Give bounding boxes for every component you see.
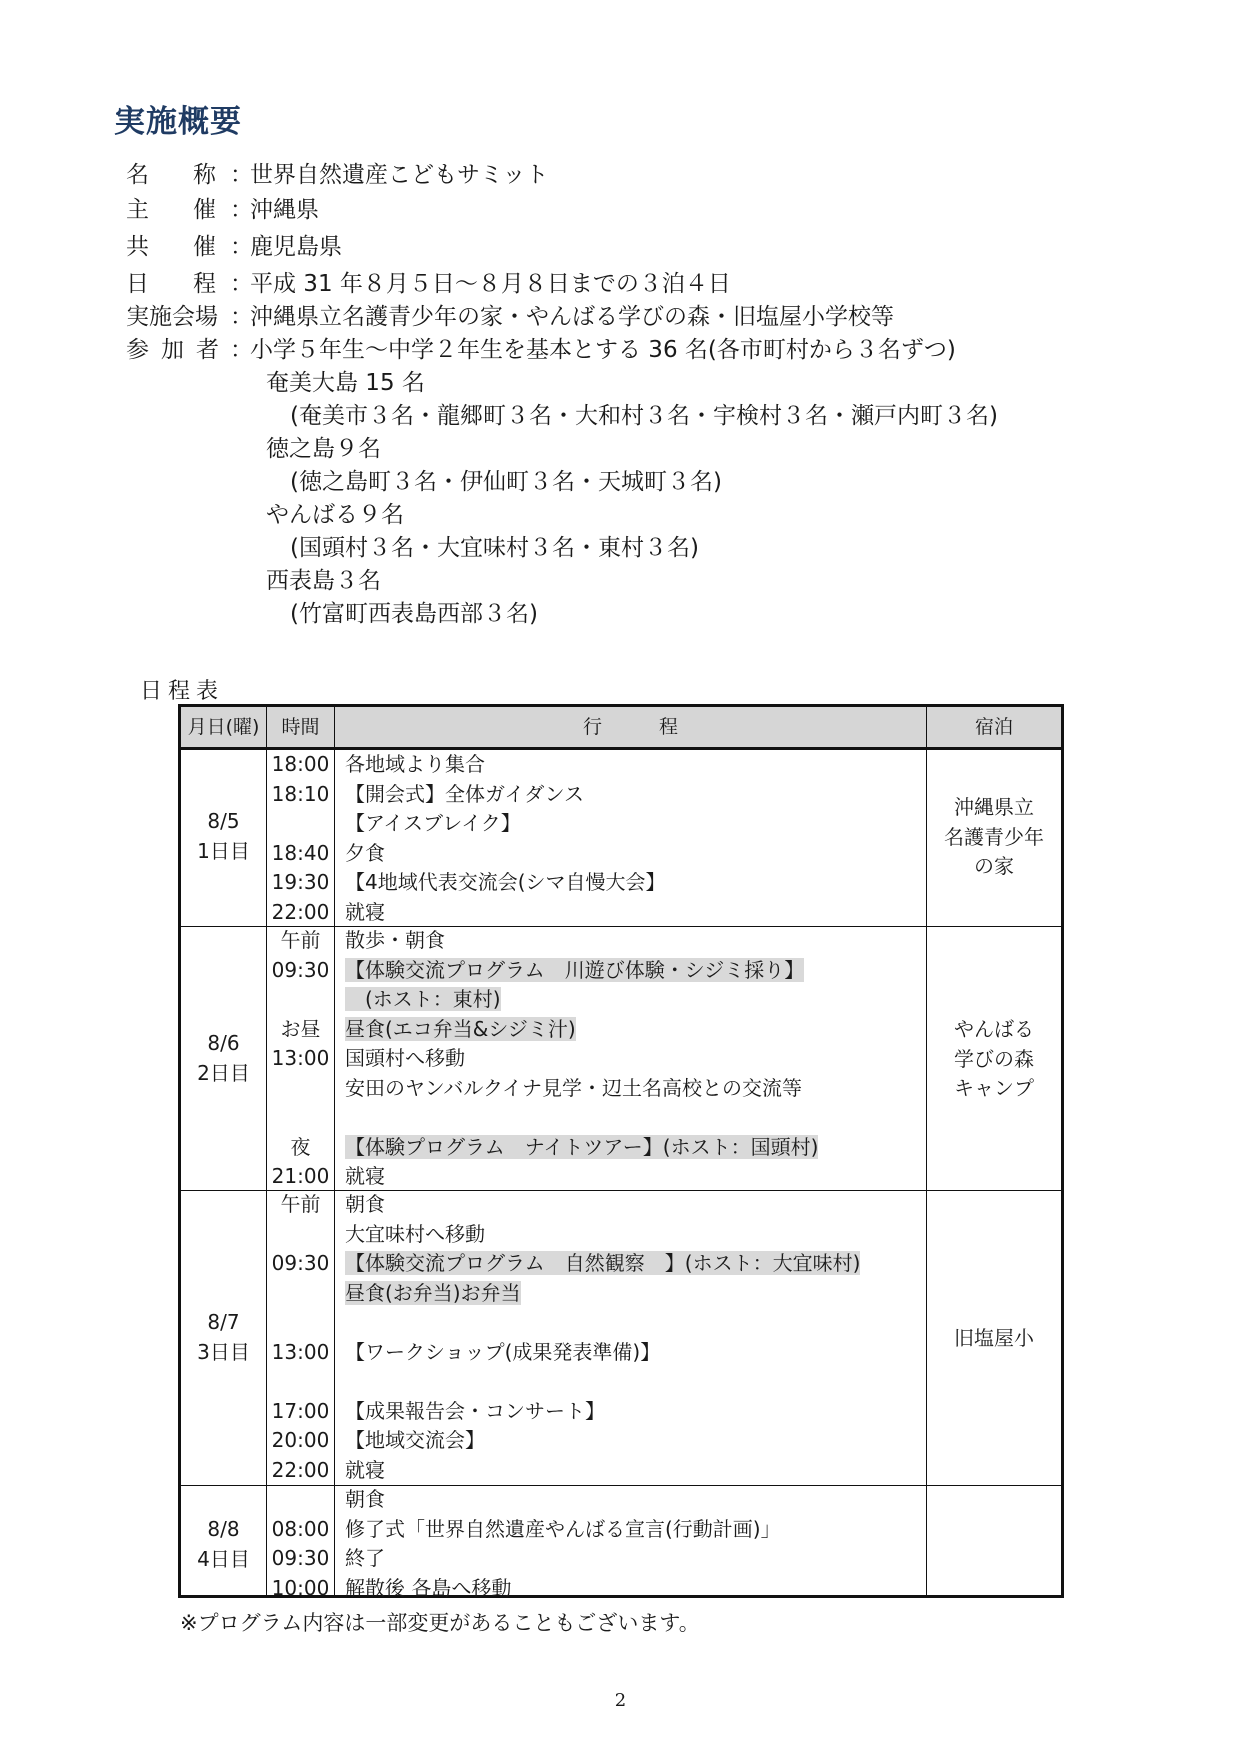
day-label: 4日目 [197,1546,250,1571]
page-heading: 実施概要 [114,104,242,140]
colon: ： [230,234,253,260]
group-name: 徳之島９名 [266,436,381,462]
item: 就寝 [345,1457,385,1482]
lodging-line: やんばる [954,1017,1034,1041]
overview-value: 小学５年生～中学２年生を基本とする 36 名(各市町村から３名ずつ) [250,337,956,363]
day-times [267,1190,334,1485]
header-itinerary: 行 程 [582,716,678,738]
time: 21:00 [271,1164,330,1188]
schedule-table [178,704,1064,1598]
colon: ： [230,271,253,297]
item: 各地域より集合 [345,752,485,776]
label-char: 主 [126,197,149,223]
highlighted-item: 【体験交流プログラム 自然観察 】(ホスト：大宜味村) [345,1251,861,1275]
item: 朝食 [345,1192,385,1216]
lodging-line: 旧塩屋小 [954,1326,1034,1350]
label-char: 程 [193,271,216,297]
time: 18:40 [271,840,330,865]
item: 解散後 各島へ移動 [345,1575,512,1600]
label-char: 日 [126,271,149,297]
item [345,1367,860,1397]
item [345,1133,818,1163]
time [267,1074,334,1104]
item [345,1103,818,1133]
day-label: 2日目 [197,1060,250,1085]
label-char: 者 [196,337,219,363]
time: 22:00 [271,899,330,924]
lodging-line: キャンプ [954,1076,1034,1100]
time: 09:30 [271,1251,330,1275]
item: 終了 [345,1546,385,1570]
group-name: 西表島３名 [266,568,381,594]
colon: ： [230,197,253,223]
label-char: 加 [161,337,184,363]
item: 就寝 [345,1164,385,1188]
table-header [181,707,1061,747]
time: 18:10 [271,781,330,806]
time: 午前 [280,1192,321,1216]
date: 8/7 [207,1310,240,1334]
date: 8/6 [207,1031,240,1055]
group-detail: (奄美市３名・龍郷町３名・大和村３名・宇検村３名・瀬戸内町３名) [290,403,998,429]
time: 13:00 [271,1046,330,1070]
label: 実施会場 [126,304,218,330]
overview-value: 鹿児島県 [250,234,342,260]
item: 朝食 [345,1487,385,1511]
label-char: 催 [193,197,216,223]
label-char: 参 [126,337,149,363]
label-char: 名 [126,162,149,188]
highlighted-item: 昼食(エコ弁当&シジミ汁) [345,1016,576,1041]
item [345,1279,860,1309]
item [345,985,818,1015]
time: 08:00 [271,1516,330,1541]
item: 国頭村へ移動 [345,1046,465,1070]
time [267,1308,334,1338]
day-label: 1日目 [197,838,250,863]
time: お昼 [280,1016,321,1041]
item: 【4地域代表交流会(シマ自慢大会】 [345,870,666,894]
time: 午前 [280,928,321,952]
lodging [927,793,1061,882]
item: 【アイスブレイク】 [345,811,521,835]
time: 13:00 [271,1339,330,1364]
time: 20:00 [271,1428,330,1452]
lodging [927,1015,1061,1104]
highlighted-item: 昼食(お弁当)お弁当 [345,1280,521,1305]
highlighted-item: (ホスト：東村) [345,987,501,1011]
time [267,1103,334,1133]
day-times [267,1485,334,1603]
item: 修了式「世界自然遺産やんばる宣言(行動計画)」 [345,1516,781,1541]
time [267,1367,334,1397]
day-date [181,1515,266,1574]
day-times [267,926,334,1192]
group-detail: (徳之島町３名・伊仙町３名・天城町３名) [290,469,722,495]
date: 8/8 [207,1517,240,1541]
date: 8/5 [207,809,240,833]
highlighted-item: 【体験交流プログラム 川遊び体験・シジミ採り】 [345,957,805,982]
schedule-title: 日程表 [140,679,225,704]
item [345,956,818,986]
group-name: やんばる９名 [266,502,404,528]
lodging-line: 沖縄県立 [954,795,1034,819]
day-items [345,1190,860,1485]
item: 散歩・朝食 [345,928,445,952]
colon: ： [230,162,253,188]
item: 安田のヤンバルクイナ見学・辺土名高校との交流等 [345,1075,802,1100]
label-char: 共 [126,234,149,260]
day-items [345,926,818,1192]
page-number: 2 [614,1690,627,1711]
day-date [181,807,266,866]
time: 18:00 [271,752,330,776]
item: 大宜味村へ移動 [345,1221,485,1246]
header-lodging: 宿泊 [974,716,1013,738]
colon: ： [230,337,253,363]
item: 就寝 [345,899,385,924]
item [345,1249,860,1279]
label-char: 催 [193,234,216,260]
lodging-line: の家 [974,854,1014,878]
lodging-line: 学びの森 [954,1046,1034,1071]
item [345,1308,860,1338]
time: 09:30 [271,957,330,982]
overview-value: 沖縄県 [250,197,319,223]
header-time: 時間 [281,716,320,738]
lodging-line: 名護青少年 [944,824,1044,849]
time: 19:30 [271,870,330,894]
group-name: 奄美大島 15 名 [266,370,425,396]
group-detail: (竹富町西表島西部３名) [290,601,538,627]
time [267,985,334,1015]
time [267,809,334,839]
item: 【成果報告会・コンサート】 [345,1398,605,1423]
group-detail: (国頭村３名・大宜味村３名・東村３名) [290,535,699,561]
time [267,1485,334,1515]
time: 17:00 [271,1398,330,1423]
time: 10:00 [271,1575,330,1600]
time: 09:30 [271,1546,330,1570]
day-times [267,750,334,927]
item: 夕食 [345,840,385,865]
item [345,1015,818,1045]
time [267,1279,334,1309]
day-date [181,1029,266,1088]
highlighted-item: 【体験プログラム ナイトツアー】(ホスト：国頭村) [345,1134,819,1159]
day-date [181,1308,266,1367]
day-items [345,750,666,927]
time: 22:00 [271,1457,330,1482]
lodging [927,1324,1061,1354]
divider [334,707,335,1595]
overview-value: 世界自然遺産こどもサミット [250,162,549,188]
label-char: 称 [193,162,216,188]
time [267,1220,334,1250]
day-label: 3日目 [197,1339,250,1364]
overview-value: 沖縄県立名護青少年の家・やんばる学びの森・旧塩屋小学校等 [250,304,894,330]
footnote: ※プログラム内容は一部変更があることもございます。 [180,1611,700,1635]
item: 【開会式】全体ガイダンス [345,781,584,806]
time: 夜 [290,1134,311,1159]
item: 【地域交流会】 [345,1428,485,1452]
overview-value: 平成 31 年８月５日～８月８日までの３泊４日 [250,271,731,297]
colon: ： [230,304,253,330]
header-date: 月日(曜) [187,716,260,738]
item: 【ワークショップ(成果発表準備)】 [345,1339,661,1364]
day-items [345,1485,781,1603]
